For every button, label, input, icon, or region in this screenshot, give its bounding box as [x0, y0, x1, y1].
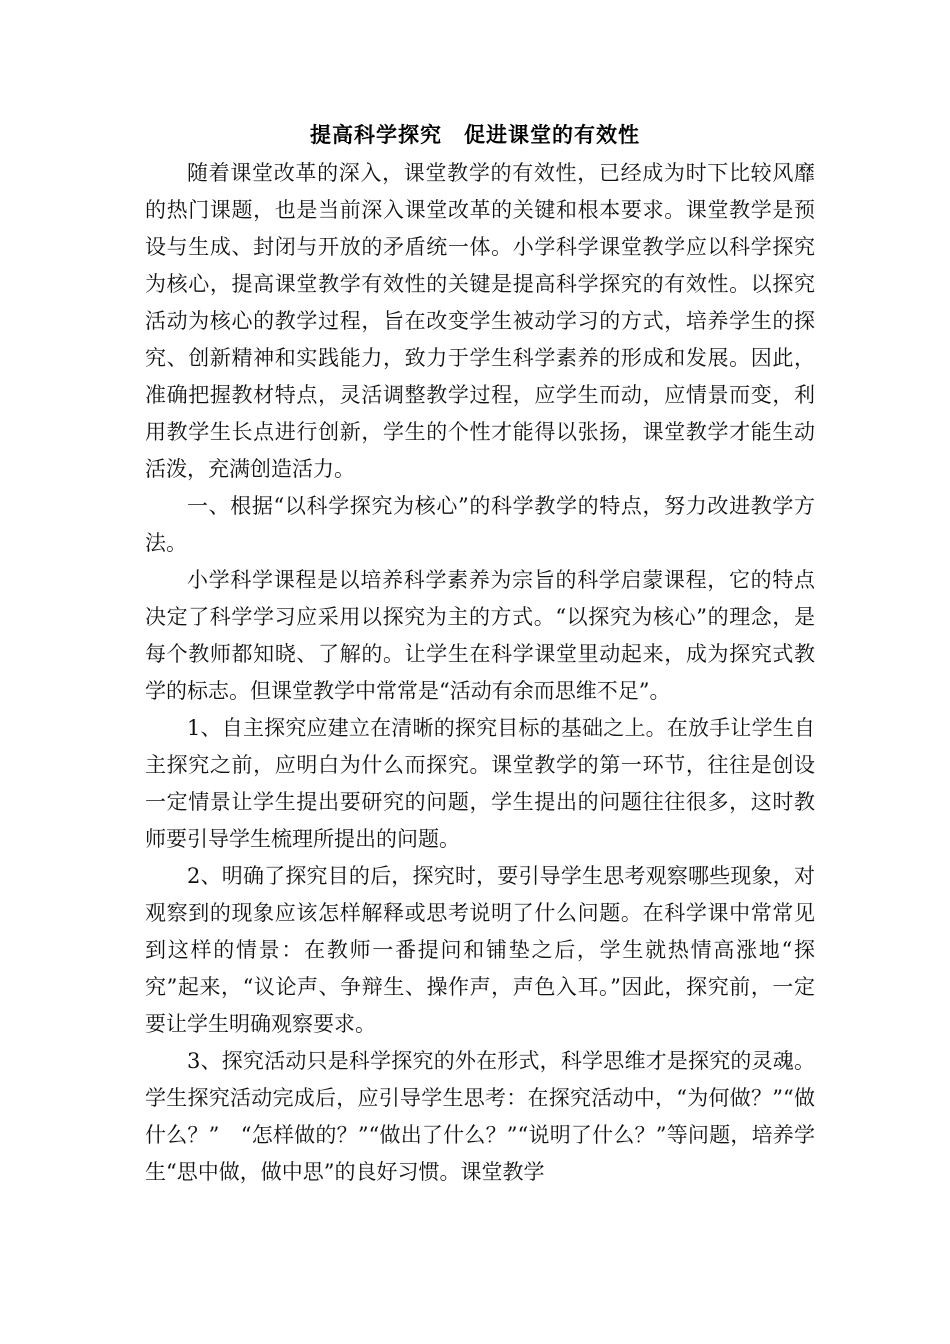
document-title: 提高科学探究 促进课堂的有效性 — [310, 123, 640, 147]
paragraph-course-description: 小学科学课程是以培养科学素养为宗旨的科学启蒙课程，它的特点决定了科学学习应采用以探究为主的方式。“以探究为核心”的理念，是每个教师都知晓、了解的。让学生在科学课堂里动起来，成为探究式教学的标志。但课堂教学中常常是“活动有余而思维不足”。 — [145, 568, 815, 703]
paragraph-point-2: 2、明确了探究目的后，探究时，要引导学生思考观察哪些现象，对观察到的现象应该怎样解释或思考说明了什么问题。在科学课中常常见到这样的情景：在教师一番提问和铺垫之后，学生就热情高涨地“探究”起来，“议论声、争辩生、操作声，声色入耳。”因此，探究前，一定要让学生明确观察要求。 — [145, 864, 815, 1036]
paragraph-point-1: 1、自主探究应建立在清晰的探究目标的基础之上。在放手让学生自主探究之前，应明白为什么而探究。课堂教学的第一环节，往往是创设一定情景让学生提出要研究的问题，学生提出的问题往往很多，这时教师要引导学生梳理所提出的问题。 — [145, 716, 815, 851]
paragraph-intro: 随着课堂改革的深入，课堂教学的有效性，已经成为时下比较风靡的热门课题，也是当前深入课堂改革的关键和根本要求。课堂教学是预设与生成、封闭与开放的矛盾统一体。小学科学课堂教学应以科学探究为核心，提高课堂教学有效性的关键是提高科学探究的有效性。以探究活动为核心的教学过程，旨在改变学生被动学习的方式，培养学生的探究、创新精神和实践能力，致力于学生科学素养的形成和发展。因此，准确把握教材特点，灵活调整教学过程，应学生而动，应情景而变，利用教学生长点进行创新，学生的个性才能得以张扬，课堂教学才能生动活泼，充满创造活力。 — [145, 161, 815, 481]
document-body — [145, 155, 815, 1191]
paragraph-point-3: 3、探究活动只是科学探究的外在形式，科学思维才是探究的灵魂。学生探究活动完成后，应引导学生思考：在探究活动中，“为何做？”“做什么？” “怎样做的？”“做出了什么？”“说明了什么？”等问题，培养学生“思中做，做中思”的良好习惯。课堂教学 — [145, 1049, 815, 1184]
paragraph-section-heading: 一、根据“以科学探究为核心”的科学教学的特点，努力改进教学方法。 — [145, 494, 815, 555]
